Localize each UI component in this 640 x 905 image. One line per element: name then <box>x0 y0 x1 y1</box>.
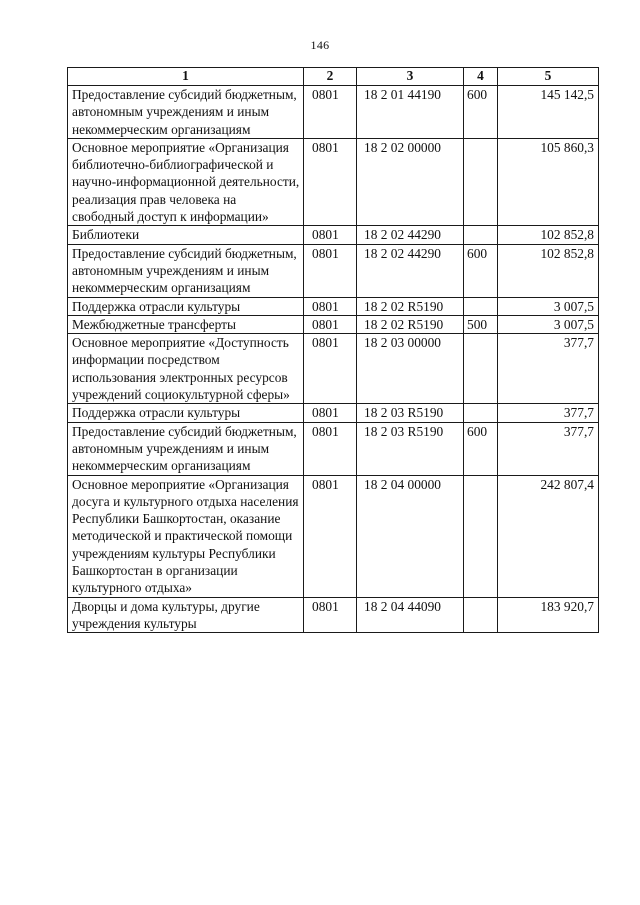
column-header-target-article: 3 <box>357 68 464 86</box>
row-amount-cell: 242 807,4 <box>498 475 599 597</box>
column-header-section: 2 <box>304 68 357 86</box>
row-kind-cell: 600 <box>464 86 498 139</box>
row-target-cell: 18 2 02 R5190 <box>357 297 464 315</box>
row-target-cell: 18 2 03 00000 <box>357 334 464 404</box>
row-name-cell: Межбюджетные трансферты <box>68 315 304 333</box>
row-kind-cell <box>464 475 498 597</box>
row-name-cell: Поддержка отрасли культуры <box>68 297 304 315</box>
row-section-cell: 0801 <box>304 422 357 475</box>
table-row <box>68 422 599 475</box>
row-section-cell: 0801 <box>304 86 357 139</box>
table-row <box>68 404 599 422</box>
column-header-name: 1 <box>68 68 304 86</box>
row-target-cell: 18 2 02 44290 <box>357 226 464 244</box>
row-amount-cell: 145 142,5 <box>498 86 599 139</box>
page-number: 146 <box>310 38 330 52</box>
row-target-cell: 18 2 03 R5190 <box>357 404 464 422</box>
table-row <box>68 597 599 633</box>
row-target-cell: 18 2 02 44290 <box>357 244 464 297</box>
row-section-cell: 0801 <box>304 138 357 225</box>
row-kind-cell <box>464 297 498 315</box>
row-section-cell: 0801 <box>304 297 357 315</box>
row-amount-cell: 3 007,5 <box>498 297 599 315</box>
row-target-cell: 18 2 04 44090 <box>357 597 464 633</box>
row-amount-cell: 377,7 <box>498 404 599 422</box>
row-target-cell: 18 2 02 R5190 <box>357 315 464 333</box>
budget-allocation-table <box>67 67 599 633</box>
row-name-cell: Предоставление субсидий бюджетным, автономным учреждениям и иным некоммерческим организациям <box>68 244 304 297</box>
row-section-cell: 0801 <box>304 244 357 297</box>
row-amount-cell: 105 860,3 <box>498 138 599 225</box>
row-section-cell: 0801 <box>304 226 357 244</box>
row-amount-cell: 102 852,8 <box>498 226 599 244</box>
row-amount-cell: 102 852,8 <box>498 244 599 297</box>
table-row <box>68 334 599 404</box>
row-amount-cell: 377,7 <box>498 422 599 475</box>
column-header-expense-kind: 4 <box>464 68 498 86</box>
row-target-cell: 18 2 01 44190 <box>357 86 464 139</box>
row-name-cell: Основное мероприятие «Организация досуга и культурного отдыха населения Республики Башкортостан, оказание методической и практической помощи учреждениям культуры Республики Башкортостан в организации культурного отдыха» <box>68 475 304 597</box>
row-name-cell: Предоставление субсидий бюджетным, автономным учреждениям и иным некоммерческим организациям <box>68 422 304 475</box>
row-kind-cell <box>464 226 498 244</box>
row-kind-cell <box>464 404 498 422</box>
row-section-cell: 0801 <box>304 404 357 422</box>
table-row <box>68 244 599 297</box>
column-header-amount: 5 <box>498 68 599 86</box>
row-kind-cell: 600 <box>464 422 498 475</box>
row-section-cell: 0801 <box>304 315 357 333</box>
table-row <box>68 138 599 225</box>
row-name-cell: Поддержка отрасли культуры <box>68 404 304 422</box>
row-target-cell: 18 2 04 00000 <box>357 475 464 597</box>
row-kind-cell: 600 <box>464 244 498 297</box>
row-amount-cell: 3 007,5 <box>498 315 599 333</box>
row-name-cell: Основное мероприятие «Организация библиотечно-библиографической и научно-информационной деятельности, реализация прав человека на свободный доступ к информации» <box>68 138 304 225</box>
table-header-row <box>68 68 599 86</box>
row-amount-cell: 183 920,7 <box>498 597 599 633</box>
table-row <box>68 86 599 139</box>
row-name-cell: Основное мероприятие «Доступность информации посредством использования электронных ресурсов учреждений социокультурной сферы» <box>68 334 304 404</box>
row-target-cell: 18 2 02 00000 <box>357 138 464 225</box>
row-kind-cell: 500 <box>464 315 498 333</box>
row-name-cell: Дворцы и дома культуры, другие учреждения культуры <box>68 597 304 633</box>
row-section-cell: 0801 <box>304 334 357 404</box>
row-name-cell: Предоставление субсидий бюджетным, автономным учреждениям и иным некоммерческим организациям <box>68 86 304 139</box>
row-kind-cell <box>464 334 498 404</box>
row-target-cell: 18 2 03 R5190 <box>357 422 464 475</box>
row-kind-cell <box>464 597 498 633</box>
row-section-cell: 0801 <box>304 597 357 633</box>
table-row <box>68 226 599 244</box>
table-row <box>68 315 599 333</box>
table-row <box>68 475 599 597</box>
row-section-cell: 0801 <box>304 475 357 597</box>
row-kind-cell <box>464 138 498 225</box>
table-row <box>68 297 599 315</box>
row-name-cell: Библиотеки <box>68 226 304 244</box>
row-amount-cell: 377,7 <box>498 334 599 404</box>
